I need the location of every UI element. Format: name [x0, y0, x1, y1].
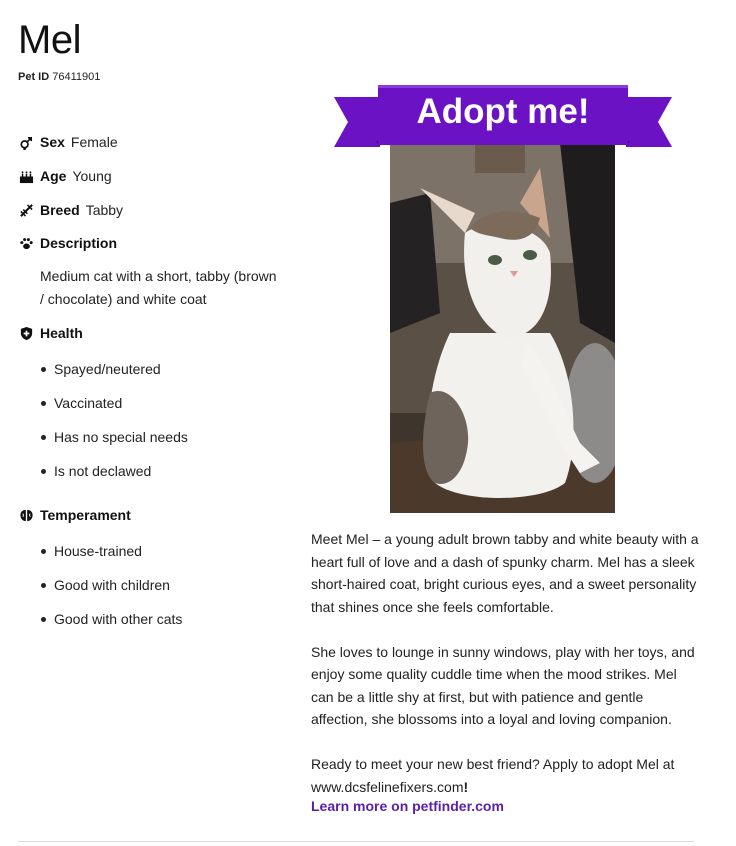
story-paragraph-3-text: Ready to meet your new best friend? Apply to adopt Mel at www.dcsfelinefixers.com — [311, 756, 675, 795]
health-label: Health — [40, 325, 83, 341]
brain-icon — [18, 507, 34, 523]
story-exclaim: ! — [463, 778, 469, 795]
birthday-cake-icon — [18, 168, 34, 184]
breed-label: Breed — [40, 202, 80, 218]
temperament-row — [18, 505, 137, 525]
breed-value: Tabby — [85, 202, 124, 218]
list-item: Vaccinated — [40, 393, 188, 427]
story-paragraph-1: Meet Mel – a young adult brown tabby and white beauty with a heart full of love and a dash of spunky charm. Mel has a sleek short-haired coat, bright curious eyes, and a sweet personality that shines once she feels comfortable. — [311, 531, 699, 615]
banner-text: Adopt me! — [416, 92, 590, 131]
list-item: House-trained — [40, 541, 182, 575]
pet-photo — [390, 143, 615, 513]
story-paragraph-3 — [311, 753, 701, 798]
list-item: Has no special needs — [40, 427, 188, 461]
pet-name: Mel — [18, 18, 81, 62]
description-row — [18, 233, 123, 253]
breed-row — [18, 200, 123, 220]
temperament-label: Temperament — [40, 507, 131, 523]
pet-id-label: Pet ID — [18, 71, 50, 83]
age-label: Age — [40, 168, 67, 184]
description-text: Medium cat with a short, tabby (brown / chocolate) and white coat — [40, 268, 277, 307]
petfinder-link[interactable]: Learn more on petfinder.com — [311, 798, 504, 814]
health-list — [40, 359, 188, 495]
list-item: Good with other cats — [40, 609, 182, 643]
shield-icon — [18, 325, 34, 341]
pet-story — [311, 528, 701, 798]
sex-label: Sex — [40, 134, 65, 150]
pet-id-value: 76411901 — [52, 71, 101, 83]
list-item: Spayed/neutered — [40, 359, 188, 393]
adopt-me-banner — [334, 85, 672, 155]
pet-id — [18, 71, 100, 83]
list-item: Good with children — [40, 575, 182, 609]
age-value: Young — [72, 168, 112, 184]
story-paragraph-2: She loves to lounge in sunny windows, play with her toys, and enjoy some quality cuddle time when the mood strikes. Mel can be a little shy at first, but with patience and gentle affection, she blossoms into a loyal and loving companion. — [311, 643, 695, 727]
temperament-list — [40, 541, 182, 643]
sex-row — [18, 132, 118, 152]
list-item: Is not declawed — [40, 461, 188, 495]
gender-icon — [18, 134, 34, 150]
divider — [18, 841, 694, 842]
description-label: Description — [40, 235, 118, 251]
paw-icon — [18, 235, 34, 251]
sex-value: Female — [70, 134, 118, 150]
dna-icon — [18, 202, 34, 218]
age-row — [18, 166, 112, 186]
health-row — [18, 323, 89, 343]
